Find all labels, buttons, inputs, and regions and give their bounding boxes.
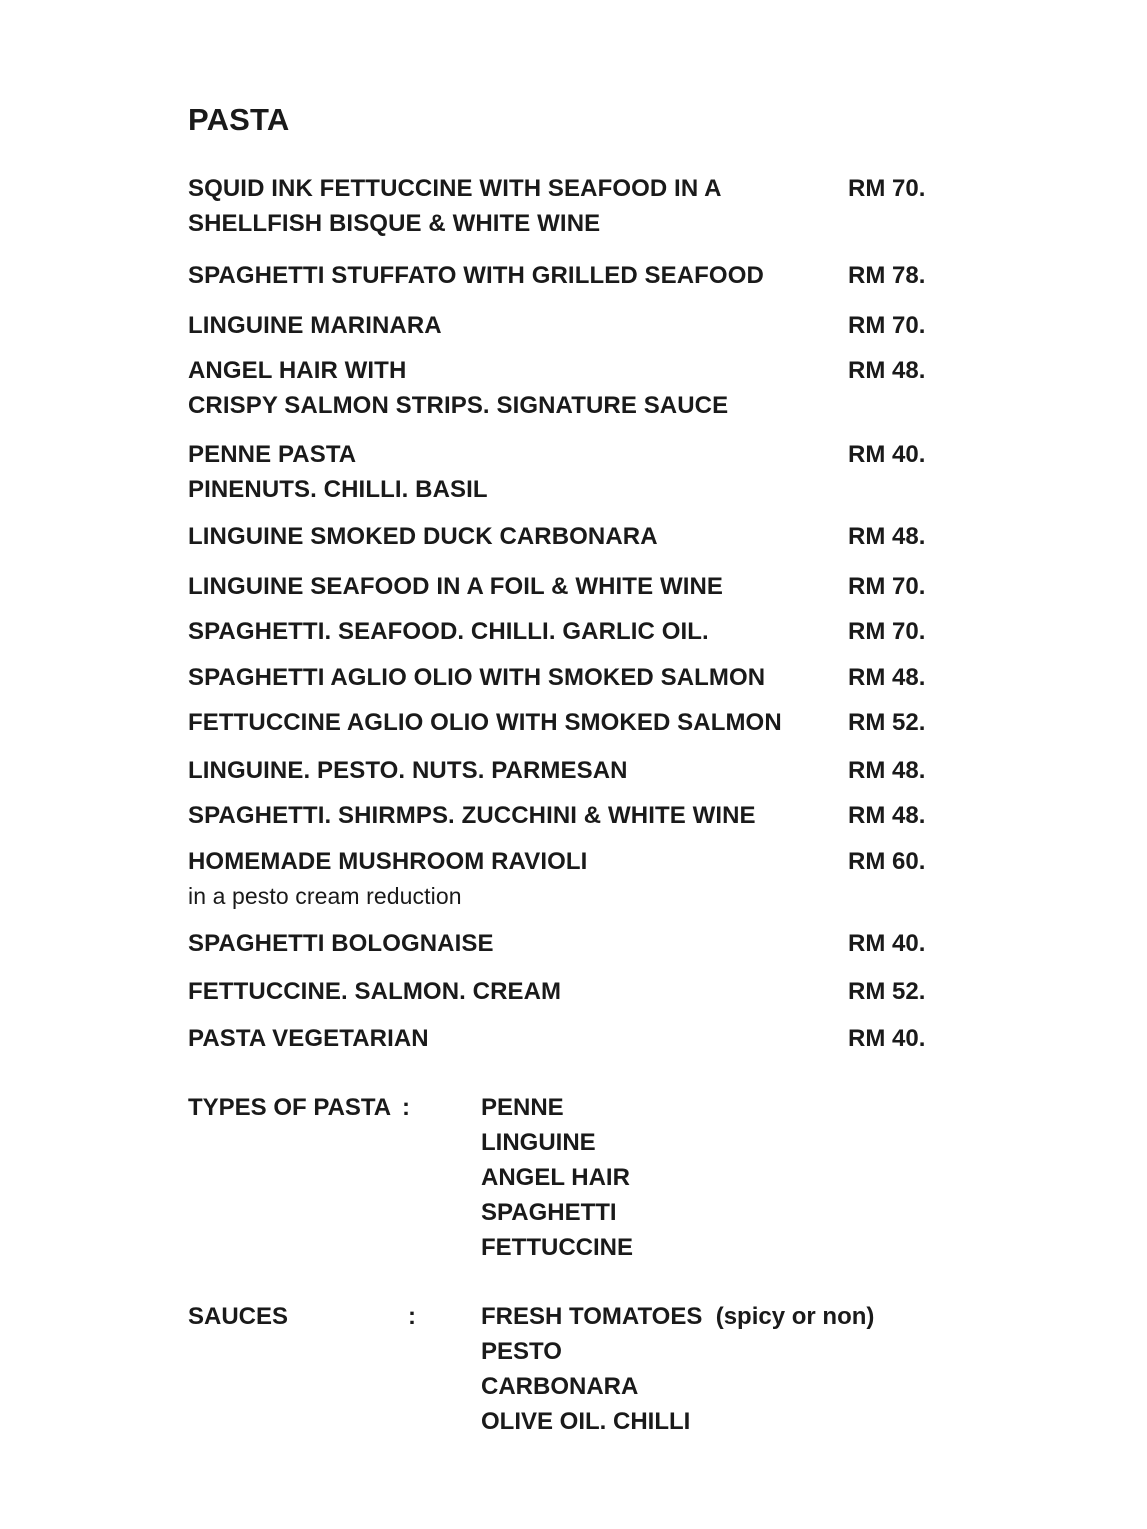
sauces-list [481, 1299, 874, 1439]
item-price: RM 52. [848, 709, 926, 736]
list-item: ANGEL HAIR [481, 1164, 630, 1191]
item-price: RM 70. [848, 573, 926, 600]
sauces-colon: : [408, 1303, 416, 1330]
menu-item [188, 798, 933, 833]
menu-title: PASTA [188, 102, 290, 137]
item-name: SQUID INK FETTUCCINE WITH SEAFOOD IN A [188, 175, 722, 202]
item-name: LINGUINE MARINARA [188, 312, 442, 339]
item-price: RM 52. [848, 978, 926, 1005]
item-price: RM 48. [848, 357, 926, 384]
pasta-types-section [188, 1090, 933, 1265]
item-price: RM 40. [848, 1025, 926, 1052]
pasta-types-label: TYPES OF PASTA [188, 1094, 392, 1121]
menu-item [188, 705, 933, 740]
menu-item [188, 614, 933, 649]
list-item: PENNE [481, 1094, 564, 1121]
item-name: SPAGHETTI AGLIO OLIO WITH SMOKED SALMON [188, 664, 766, 691]
item-price: RM 78. [848, 262, 926, 289]
item-name: PASTA VEGETARIAN [188, 1025, 429, 1052]
menu-item [188, 171, 933, 241]
sauce-name: FRESH TOMATOES [481, 1303, 703, 1330]
list-item: CARBONARA [481, 1373, 639, 1400]
item-description: CRISPY SALMON STRIPS. SIGNATURE SAUCE [188, 392, 729, 419]
menu-item [188, 308, 933, 343]
item-description: PINENUTS. CHILLI. BASIL [188, 476, 488, 503]
menu-item [188, 519, 933, 554]
menu-item [188, 974, 933, 1009]
item-price: RM 70. [848, 312, 926, 339]
menu-item [188, 926, 933, 961]
list-item: LINGUINE [481, 1129, 596, 1156]
item-price: RM 40. [848, 930, 926, 957]
item-description: in a pesto cream reduction [188, 883, 462, 909]
sauces-label: SAUCES [188, 1303, 289, 1330]
sauces-section [188, 1299, 933, 1439]
item-price: RM 48. [848, 802, 926, 829]
menu-item [188, 353, 933, 423]
list-item: FETTUCCINE [481, 1234, 633, 1261]
menu-item [188, 660, 933, 695]
item-description: SHELLFISH BISQUE & WHITE WINE [188, 210, 601, 237]
item-name: FETTUCCINE. SALMON. CREAM [188, 978, 562, 1005]
item-name: ANGEL HAIR WITH [188, 357, 407, 384]
item-price: RM 48. [848, 664, 926, 691]
list-item: SPAGHETTI [481, 1199, 617, 1226]
item-price: RM 40. [848, 441, 926, 468]
item-name: PENNE PASTA [188, 441, 357, 468]
item-name: SPAGHETTI. SHIRMPS. ZUCCHINI & WHITE WINE [188, 802, 756, 829]
list-item: OLIVE OIL. CHILLI [481, 1408, 691, 1435]
item-price: RM 70. [848, 175, 926, 202]
item-name: LINGUINE. PESTO. NUTS. PARMESAN [188, 757, 628, 784]
pasta-types-colon: : [402, 1094, 410, 1121]
pasta-types-list [481, 1090, 633, 1265]
item-name: LINGUINE SEAFOOD IN A FOIL & WHITE WINE [188, 573, 724, 600]
item-name: HOMEMADE MUSHROOM RAVIOLI [188, 848, 588, 875]
item-price: RM 60. [848, 848, 926, 875]
menu-item [188, 569, 933, 604]
menu-item [188, 258, 933, 293]
sauce-note: (spicy or non) [715, 1303, 875, 1330]
list-item: PESTO [481, 1338, 562, 1365]
menu-item [188, 437, 933, 507]
menu-item [188, 1021, 933, 1056]
menu-item [188, 844, 933, 914]
item-name: SPAGHETTI BOLOGNAISE [188, 930, 494, 957]
item-price: RM 48. [848, 757, 926, 784]
item-name: LINGUINE SMOKED DUCK CARBONARA [188, 523, 658, 550]
item-name: FETTUCCINE AGLIO OLIO WITH SMOKED SALMON [188, 709, 782, 736]
menu-item [188, 753, 933, 788]
item-name: SPAGHETTI. SEAFOOD. CHILLI. GARLIC OIL. [188, 618, 709, 645]
item-price: RM 70. [848, 618, 926, 645]
item-name: SPAGHETTI STUFFATO WITH GRILLED SEAFOOD [188, 262, 764, 289]
list-item [481, 1299, 874, 1334]
item-price: RM 48. [848, 523, 926, 550]
